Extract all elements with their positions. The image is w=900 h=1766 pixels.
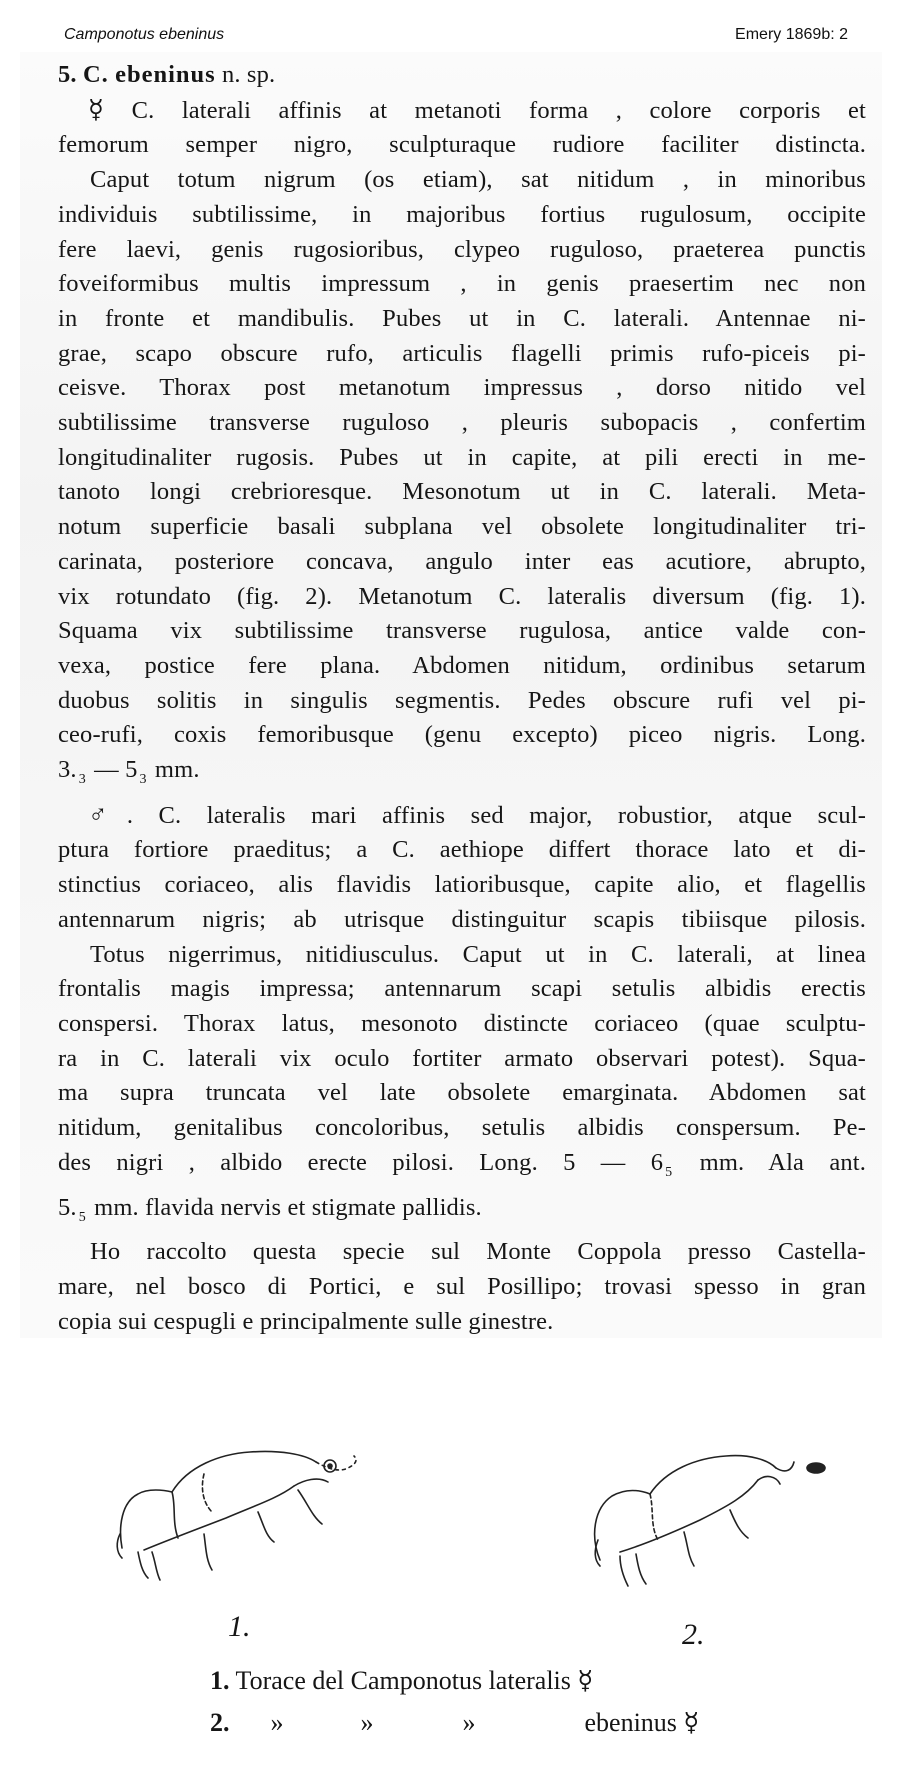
worker-symbol: ☿ — [88, 94, 105, 124]
text-line: tanoto longi crebrioresque. Mesonotum ut in C. laterali. Meta- — [58, 478, 866, 506]
ditto-mark: » — [270, 1708, 284, 1737]
heading-genus: C. — [82, 61, 109, 88]
ditto-mark: » — [360, 1708, 374, 1737]
text-line: in fronte et mandibulis. Pubes ut in C. laterali. Antennae ni- — [58, 304, 866, 332]
text-line: ☿ C. laterali affinis at metanoti forma , colore corporis et — [88, 94, 867, 124]
text-line: Squama vix subtilissime transverse rugulosa, antice valde con- — [58, 617, 866, 645]
text-line: fere laevi, genis rugosioribus, clypeo ruguloso, praeterea punctis — [58, 235, 866, 263]
text-line: ra in C. laterali vix oculo fortiter armato observari potest). Squa- — [58, 1044, 866, 1072]
male-symbol: ♂ — [88, 799, 127, 829]
species-description — [58, 58, 866, 1339]
text-line: ♂. C. lateralis mari affinis sed major, robustior, atque scul- — [88, 799, 866, 829]
text-line: ptura fortiore praeditus; a C. aethiope differt thorace lato et di- — [58, 836, 866, 864]
text-line: conspersi. Thorax latus, mesonoto distincte coriaceo (quae sculptu- — [58, 1009, 866, 1037]
text-line: stinctius coriaceo, alis flavidis latioribusque, capite alio, et flagellis — [58, 871, 866, 899]
text-line: vix rotundato (fig. 2). Metanotum C. lateralis diversum (fig. 1). — [58, 582, 866, 610]
running-header-title: Camponotus ebeninus — [64, 26, 225, 43]
heading-suffix: n. sp. — [221, 61, 276, 88]
figure-1-thorax-sketch — [108, 1430, 408, 1590]
figure-caption-2: 2. » » » ebeninus ☿ — [210, 1708, 700, 1737]
text-line: notum superficie basali subplana vel obsolete longitudinaliter tri- — [58, 513, 866, 541]
figure-2-label: 2. — [682, 1618, 705, 1651]
text-line: ceisve. Thorax post metanotum impressus , dorso nitido vel — [58, 374, 866, 402]
text-line: ceo-rufi, coxis femoribusque (genu excepto) piceo nigris. Long. — [58, 721, 866, 749]
text-line: Caput totum nigrum (os etiam), sat nitidum , in minoribus — [90, 166, 866, 194]
text-line: femorum semper nigro, sculpturaque rudiore faciliter distincta. — [58, 131, 866, 159]
text-line: vexa, postice fere plana. Abdomen nitidum, ordinibus setarum — [58, 651, 866, 679]
text-line: foveiformibus multis impressum , in genis praesertim nec non — [58, 270, 866, 298]
worker-length-line: 3. $_3$ — 5 $_3$ mm. — [58, 756, 200, 788]
text-line: subtilissime transverse ruguloso , pleuris subopacis , confertim — [58, 409, 866, 437]
species-heading — [58, 58, 866, 93]
heading-number: 5. — [58, 61, 77, 88]
text-line: individuis subtilissime, in majoribus fortius rugulosum, occipite — [58, 200, 866, 228]
text-line: longitudinaliter rugosis. Pubes ut in capite, at pili erecti in me- — [58, 443, 866, 471]
figure-1-label: 1. — [228, 1610, 251, 1643]
text-line: grae, scapo obscure rufo, articulis flagelli primis rufo-piceis pi- — [58, 339, 866, 367]
wing-length-line: 5. $_5$ mm. flavida nervis et stigmate pallidis. — [58, 1193, 482, 1225]
text-line: copia sui cespugli e principalmente sulle ginestre. — [58, 1307, 554, 1335]
text-line: duobus solitis in singulis segmentis. Pedes obscure rufi vel pi- — [58, 686, 866, 714]
ditto-mark: » — [462, 1708, 476, 1737]
text-line: frontalis magis impressa; antennarum scapi setulis albidis erectis — [58, 975, 866, 1003]
text-line: carinata, posteriore concava, angulo inter eas acutiore, abrupto, — [58, 547, 866, 575]
running-header-citation: Emery 1869b: 2 — [735, 26, 848, 43]
text-line: Totus nigerrimus, nitidiusculus. Caput ut in C. laterali, at linea — [90, 940, 866, 968]
text-line: Ho raccolto questa specie sul Monte Coppola presso Castella- — [90, 1238, 866, 1266]
male-length-line: des nigri , albido erecte pilosi. Long. 5 — 6 $_5$ mm. Ala ant. — [58, 1148, 866, 1180]
text-line: ma supra truncata vel late obsolete emarginata. Abdomen sat — [58, 1079, 866, 1107]
text-line: antennarum nigris; ab utrisque distinguitur scapis tibiisque pilosis. — [58, 905, 866, 933]
figure-caption-1: 1. Torace del Camponotus lateralis ☿ — [210, 1666, 594, 1695]
heading-species: ebeninus — [115, 61, 216, 88]
text-line: nitidum, genitalibus concoloribus, setulis albidis conspersum. Pe- — [58, 1114, 866, 1142]
text-line: mare, nel bosco di Portici, e sul Posillipo; trovasi spesso in gran — [58, 1272, 866, 1300]
figure-2-thorax-sketch — [580, 1440, 860, 1590]
